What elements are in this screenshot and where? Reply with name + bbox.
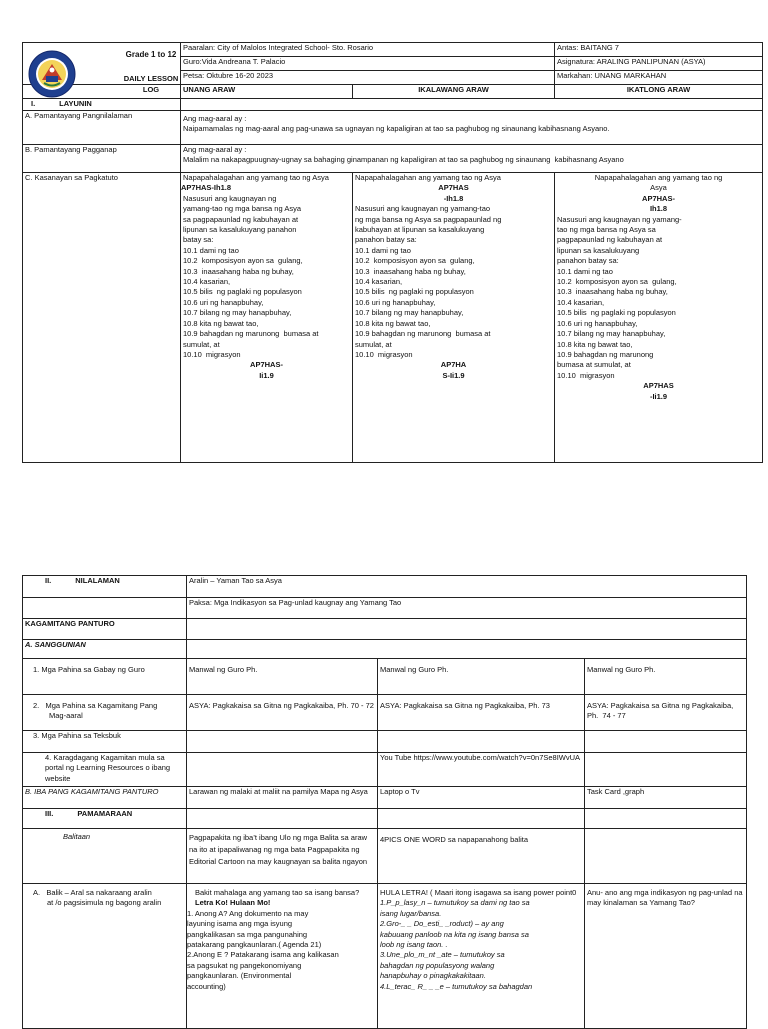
- paksa-text: Paksa: Mga Indikasyon sa Pag-unlad kaugnay ang Yamang Tao: [187, 598, 747, 619]
- day2-header: IKALAWANG ARAW: [353, 85, 555, 99]
- text-line: 10.6 uri ng hanapbuhay,: [557, 318, 638, 328]
- text-line: 1. Anong A? Ang dokumento na may: [187, 908, 309, 918]
- pamamaraan-heading: III. PAMAMARAAN: [23, 809, 187, 829]
- text-line: pagpapaunlad ng kabuhayan at: [557, 235, 663, 245]
- text-line: panahon batay sa:: [355, 235, 417, 245]
- text-line: kabuhayan at lipunan sa kasalukuyang: [355, 225, 485, 235]
- text-line: sumulat, at: [183, 339, 220, 349]
- pamantayang-pagganap-text: Ang mag-aaral ay : Malalim na nakapagpuugnay-ugnay sa bahaging ginampanan ng kapaligiran at tao sa paghubog ng sinaunang kabihasnang Asyano: [181, 145, 763, 173]
- nilalaman-heading: II. NILALAMAN: [23, 576, 187, 598]
- text-line: 10.6 uri ng hanapbuhay,: [183, 297, 264, 307]
- iba-pang-kagamitan-day3: Task Card ,graph: [585, 787, 747, 809]
- text-line: 10.4 kasarian,: [183, 277, 231, 287]
- iba-pang-kagamitan-label: B. IBA PANG KAGAMITANG PANTURO: [23, 787, 187, 809]
- text-line: 10.1 dami ng tao: [183, 245, 239, 255]
- kagamitang-panturo-heading: KAGAMITANG PANTURO: [23, 619, 187, 640]
- text-line: 10.8 kita ng bawat tao,: [355, 318, 431, 328]
- balitaan-day2: 4PICS ONE WORD sa napapanahong balita: [378, 829, 585, 884]
- text-line: 10.2 komposisyon ayon sa gulang,: [183, 256, 303, 266]
- balik-aral-day1-lines: [187, 909, 375, 992]
- text-line: 2.Anong E ? Patakarang isama ang kalikasan: [187, 950, 339, 960]
- text-line: 10.10 migrasyon: [183, 349, 241, 359]
- text-line: 10.10 migrasyon: [355, 349, 413, 359]
- asignatura-field: Asignatura: ARALING PANLIPUNAN (ASYA): [555, 57, 763, 71]
- text-line: loob ng isang taon. .: [380, 940, 448, 950]
- sanggunian-heading: A. SANGGUNIAN: [23, 640, 187, 659]
- kagamitang-pang-mag-aaral-label: 2. Mga Pahina sa Kagamitang Pang Mag-aaral: [23, 695, 187, 731]
- text-line: 10.7 bilang ng may hanapbuhay,: [183, 308, 292, 318]
- text-line: 3.Une_plo_m_nt _ate – tumutukoy sa: [380, 950, 505, 960]
- text-line: 10.3 inaasahang haba ng buhay,: [355, 266, 466, 276]
- youtube-link[interactable]: You Tube https://www.youtube.com/watch?v=0n7Se8IWvUA: [378, 753, 585, 787]
- text-line: bumasa at sumulat, at: [557, 360, 631, 370]
- text-line: layuning isama ang mga isyung: [187, 919, 293, 929]
- text-line: 2.Gro-_ _ Do_esti_ _roduct) – ay ang: [380, 919, 504, 929]
- text-line: ng mga bansa ng Asya sa pagpapaunlad ng: [355, 214, 502, 224]
- text-line: 1.P_p_lasy_n – tumutukoy sa dami ng tao sa: [380, 898, 530, 908]
- text-line: 10.5 bilis ng paglaki ng populasyon: [557, 308, 676, 318]
- markahan-field: Markahan: UNANG MARKAHAN: [555, 71, 763, 85]
- text-line: 10.7 bilang ng may hanapbuhay,: [355, 308, 464, 318]
- text-line: 10.1 dami ng tao: [355, 245, 411, 255]
- text-line: 10.5 bilis ng paglaki ng populasyon: [183, 287, 302, 297]
- text-line: pangkaunlaran. (Environmental: [187, 971, 292, 981]
- text-line: accounting): [187, 981, 226, 991]
- day3-header: IKATLONG ARAW: [555, 85, 763, 99]
- deped-seal-logo: [28, 50, 76, 98]
- text-line: 10.1 dami ng tao: [557, 266, 613, 276]
- text-line: hanapbuhay o pinagkakakitaan.: [380, 971, 486, 981]
- text-line: 10.4 kasarian,: [557, 297, 605, 307]
- balik-aral-label: A. Balik – Aral sa nakaraang aralin at /o pagsisimula ng bagong aralin: [23, 884, 187, 1029]
- gabay-ng-guro-day2: Manwal ng Guro Ph.: [378, 659, 585, 695]
- text-line: Nasusuri ang kaugnayan ng yamang-tao: [355, 204, 491, 214]
- text-line: 10.5 bilis ng paglaki ng populasyon: [355, 287, 474, 297]
- text-line: pangkalikasan sa mga pangunahing: [187, 929, 308, 939]
- text-line: 10.3 inaasahang haba ng buhay,: [183, 266, 294, 276]
- text-line: 10.4 kasarian,: [355, 277, 403, 287]
- text-line: isang lugar/bansa.: [380, 908, 442, 918]
- daily-lesson-log-title: DAILY LESSON LOG: [123, 74, 179, 94]
- kagamitang-pang-mag-aaral-day1: ASYA: Pagkakaisa sa Gitna ng Pagkakaiba, Ph. 70 - 72: [187, 695, 378, 731]
- text-line: lipunan sa kasalukuyang: [557, 245, 640, 255]
- text-line: bahagdan ng populasyong walang: [380, 960, 495, 970]
- paaralan-field: Paaralan: City of Malolos Integrated School- Sto. Rosario: [181, 43, 555, 57]
- petsa-field: Petsa: Oktubre 16-20 2023: [181, 71, 555, 85]
- text-line: Nasusuri ang kaugnayan ng yamang-: [557, 214, 682, 224]
- text-line: 10.3 inaasahang haba ng buhay,: [557, 287, 668, 297]
- text-line: tao ng mga bansa ng Asya sa: [557, 225, 656, 235]
- balitaan-day1: Pagpapakita ng iba’t ibang Ulo ng mga Balita sa araw na ito at ipapaliwanag ng mga bata Pagpapakita ng Editorial Cartoon na may kaugnayan sa balita ngayon: [187, 829, 378, 884]
- aralin-text: Aralin – Yaman Tao sa Asya: [187, 576, 747, 598]
- pamantayang-pagganap-label: B. Pamantayang Pagganap: [23, 145, 181, 173]
- kagamitang-pang-mag-aaral-day3: ASYA: Pagkakaisa sa Gitna ng Pagkakaiba, Ph. 74 - 77: [585, 695, 747, 731]
- text-line: sa pagsukat ng pangekonomiyang: [187, 960, 302, 970]
- text-line: 10.10 migrasyon: [557, 370, 615, 380]
- teksbuk-label: 3. Mga Pahina sa Teksbuk: [23, 731, 187, 753]
- day1-header: UNANG ARAW: [181, 85, 353, 99]
- text-line: 10.9 bahagdan ng marunong: [557, 349, 654, 359]
- iba-pang-kagamitan-day2: Laptop o Tv: [378, 787, 585, 809]
- text-line: 10.2 komposisyon ayon sa gulang,: [557, 277, 677, 287]
- pamantayang-pangnilalaman-text: Ang mag-aaral ay : Naipamamalas ng mag-aaral ang pag-unawa sa ugnayan ng kapaligiran at tao sa paghubog ng sinaunang kabihasnang Asyano.: [181, 111, 763, 145]
- kasanayan-day3: Napapahalagahan ang yamang tao ng Asya AP7HAS- Ih1.8 Nasusuri ang kaugnayan ng yamang- tao ng mga bansa ng Asya sa pagpapaunlad ng kabuhayan at lipunan sa kasalukuyang panahon batay sa: 10.1 dami ng tao 10.2 komposisyon ayon sa gulang, 10.3 inaasahang haba ng buhay, 10.4 kasarian, 10.5 bilis ng paglaki ng populasyon 10.6 uri ng hanapbuhay, 10.7 bilang ng may hanapbuhay, 10.8 kita ng bawat tao, 10.9 bahagdan ng marunong bumasa at sumulat, at 10.10 migrasyon AP7HAS -Ii1.9: [555, 173, 763, 463]
- grade-label: Grade 1 to 12: [125, 50, 177, 59]
- layunin-heading: I. LAYUNIN: [23, 99, 181, 111]
- antas-field: Antas: BAITANG 7: [555, 43, 763, 57]
- text-line: panahon batay sa:: [557, 256, 619, 266]
- lesson-log-header-table: [22, 42, 763, 463]
- balik-aral-day1: Bakit mahalaga ang yamang tao sa isang bansa? Letra Ko! Hulaan Mo! 1. Anong A? Ang dokumento na may layuning isama ang mga isyung pangkalikasan sa mga pangunahing patakarang pangkaunlaran.( Agenda 21) 2.Anong E ? Patakarang isama ang kalikasan sa pagsukat ng pangekonomiyang pangkaunlaran. (Environmental accounting): [187, 884, 378, 1029]
- karagdagang-kagamitan-label: 4. Karagdagang Kagamitan mula sa portal ng Learning Resources o ibang website: [23, 753, 187, 787]
- pamantayang-pangnilalaman-label: A. Pamantayang Pangnilalaman: [23, 111, 181, 145]
- kasanayan-day1-lines: [183, 194, 350, 361]
- text-line: 10.8 kita ng bawat tao,: [183, 318, 259, 328]
- iba-pang-kagamitan-day1: Larawan ng malaki at maliit na pamilya Mapa ng Asya: [187, 787, 378, 809]
- guro-field: Guro:Vida Andreana T. Palacio: [181, 57, 555, 71]
- kasanayan-day1: Napapahalagahan ang yamang tao ng Asya AP7HAS-Ih1.8 Nasusuri ang kaugnayan ng yamang-tao ng mga bansa ng Asya sa pagpapaunlad ng kabuhayan at lipunan sa kasalukuyang panahon batay sa: 10.1 dami ng tao 10.2 komposisyon ayon sa gulang, 10.3 inaasahang haba ng buhay, 10.4 kasarian, 10.5 bilis ng paglaki ng populasyon 10.6 uri ng hanapbuhay, 10.7 bilang ng may hanapbuhay, 10.8 kita ng bawat tao, 10.9 bahagdan ng marunong bumasa at sumulat, at 10.10 migrasyon AP7HAS- Ii1.9: [181, 173, 353, 463]
- text-line: sa pagpapaunlad ng kabuhayan at: [183, 214, 299, 224]
- text-line: 4.L_terac_ R_ _ _e – tumutukoy sa bahagdan: [380, 981, 533, 991]
- kagamitang-pang-mag-aaral-day2: ASYA: Pagkakaisa sa Gitna ng Pagkakaiba, Ph. 73: [378, 695, 585, 731]
- balik-aral-day3: Anu- ano ang mga indikasyon ng pag-unlad na may kinalaman sa Yamang Tao?: [585, 884, 747, 1029]
- lesson-log-content-table: [22, 575, 747, 1029]
- text-line: 10.7 bilang ng may hanapbuhay,: [557, 329, 666, 339]
- text-line: 10.2 komposisyon ayon sa gulang,: [355, 256, 475, 266]
- gabay-ng-guro-day1: Manwal ng Guro Ph.: [187, 659, 378, 695]
- text-line: 10.9 bahagdan ng marunong bumasa at: [183, 329, 319, 339]
- text-line: patakarang pangkaunlaran.( Agenda 21): [187, 940, 322, 950]
- gabay-ng-guro-day3: Manwal ng Guro Ph.: [585, 659, 747, 695]
- balik-aral-day2: HULA LETRA! ( Maari itong isagawa sa isang power point0 1.P_p_lasy_n – tumutukoy sa dami ng tao sa isang lugar/bansa. 2.Gro-_ _ Do_esti_ _roduct) – ay ang kabuuang panloob na kita ng isang bansa sa loob ng isang taon. . 3.Une_plo_m_nt _ate – tumutukoy sa bahagdan ng populasyong walang hanapbuhay o pinagkakakitaan. 4.L_terac_ R_ _ _e – tumutukoy sa bahagdan: [378, 884, 585, 1029]
- kasanayan-day3-lines: [557, 215, 760, 382]
- kasanayan-day2-lines: [355, 204, 552, 360]
- text-line: kabuuang panloob na kita ng isang bansa sa: [380, 929, 529, 939]
- text-line: batay sa:: [183, 235, 214, 245]
- kasanayan-day2: Napapahalagahan ang yamang tao ng Asya AP7HAS -Ih1.8 Nasusuri ang kaugnayan ng yamang-tao ng mga bansa ng Asya sa pagpapaunlad ng kabuhayan at lipunan sa kasalukuyang panahon batay sa: 10.1 dami ng tao 10.2 komposisyon ayon sa gulang, 10.3 inaasahang haba ng buhay, 10.4 kasarian, 10.5 bilis ng paglaki ng populasyon 10.6 uri ng hanapbuhay, 10.7 bilang ng may hanapbuhay, 10.8 kita ng bawat tao, 10.9 bahagdan ng marunong bumasa at sumulat, at 10.10 migrasyon AP7HA S-Ii1.9: [353, 173, 555, 463]
- text-line: yamang-tao ng mga bansa ng Asya: [183, 204, 301, 214]
- text-line: 10.6 uri ng hanapbuhay,: [355, 297, 436, 307]
- balik-aral-day2-lines: [380, 898, 582, 992]
- text-line: sumulat, at: [355, 339, 392, 349]
- kasanayan-sa-pagkatuto-label: C. Kasanayan sa Pagkatuto: [23, 173, 181, 463]
- text-line: lipunan sa kasalukuyang panahon: [183, 225, 297, 235]
- text-line: Nasusuri ang kaugnayan ng: [183, 193, 277, 203]
- balitaan-label: Balitaan: [23, 829, 187, 884]
- gabay-ng-guro-label: 1. Mga Pahina sa Gabay ng Guro: [23, 659, 187, 695]
- text-line: 10.8 kita ng bawat tao,: [557, 339, 633, 349]
- text-line: 10.9 bahagdan ng marunong bumasa at: [355, 329, 491, 339]
